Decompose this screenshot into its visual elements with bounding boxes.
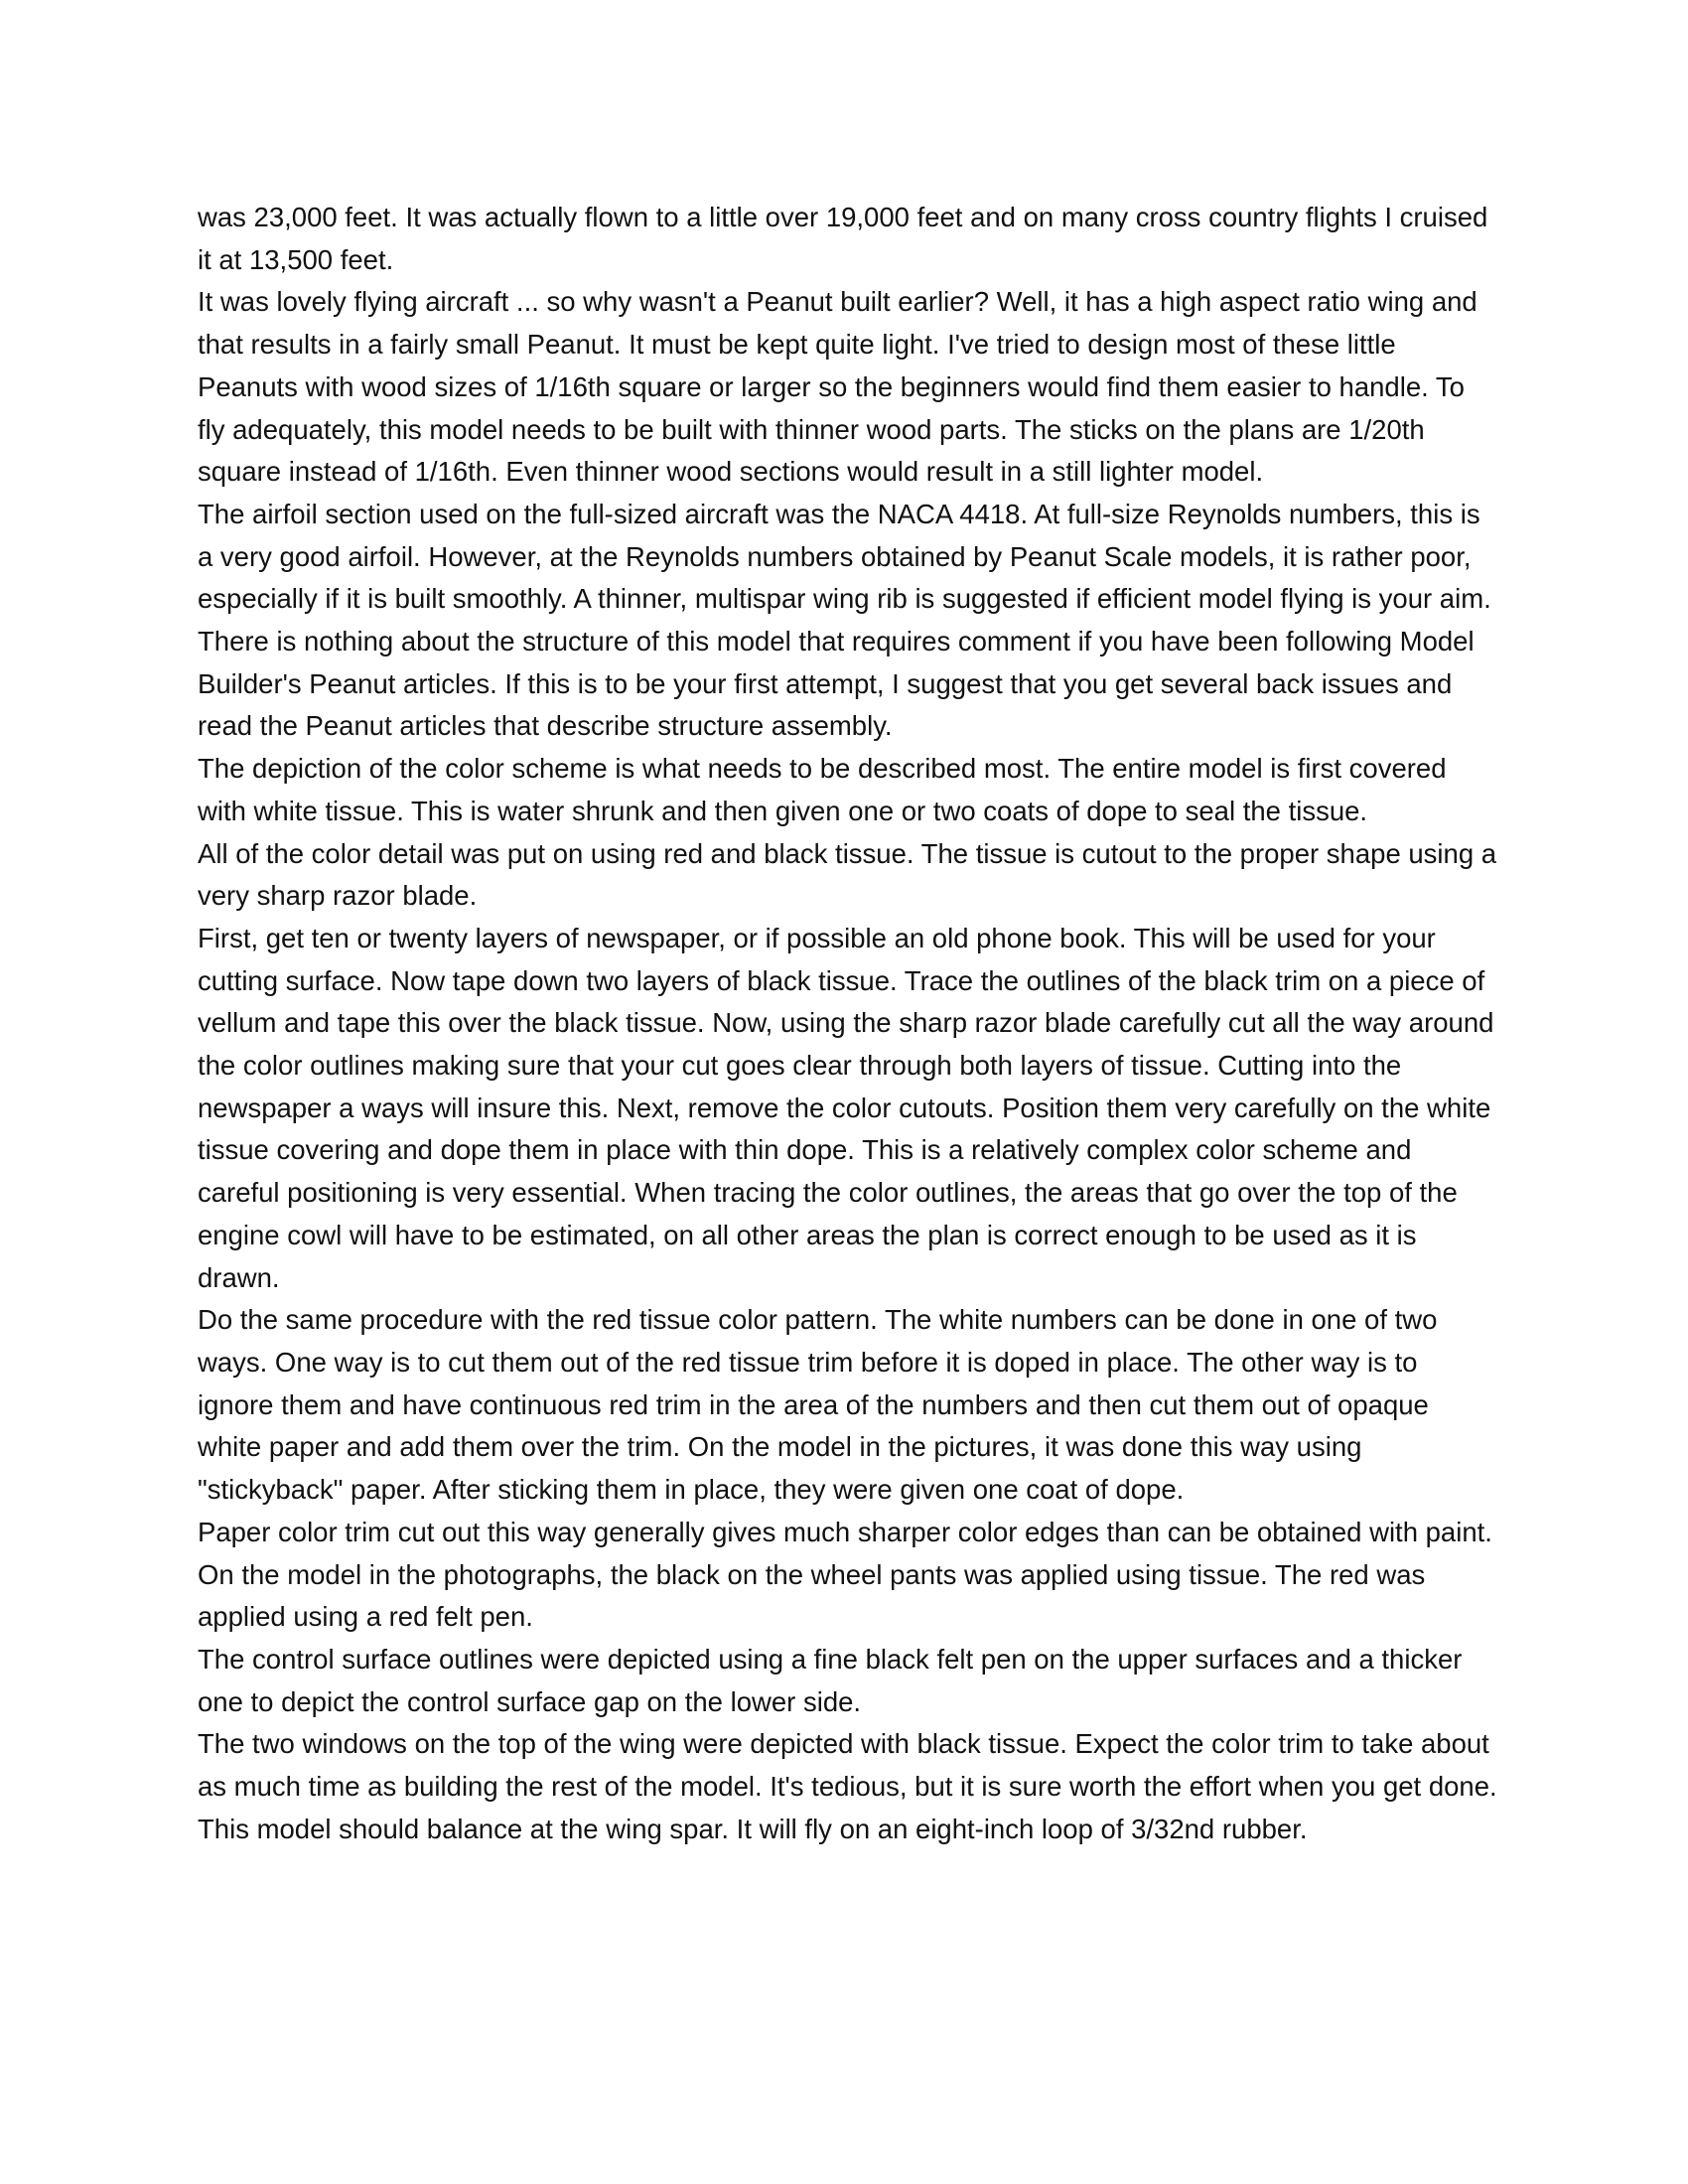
paragraph-windows: The two windows on the top of the wing were depicted with black tissue. Expect the color trim to take about as much time as building the rest of the model. It's tedious, but it is sure worth the effort when you get done.: [198, 1728, 1497, 1803]
paragraph-color-detail: All of the color detail was put on using red and black tissue. The tissue is cutout to the proper shape using a very sharp razor blade.: [198, 837, 1497, 912]
paragraph-red-tissue: Do the same procedure with the red tissue color pattern. The white numbers can be done in one of two ways. One way is to cut them out of the red tissue trim before it is doped in place. The other way is to ignore them and have continuous red trim in the area of the numbers and then cut them out of opaque white paper and add them over the trim. On the model in the pictures, it was done this way using "stickyback" paper. After sticking them in place, they were given one coat of dope.: [198, 1304, 1438, 1506]
paragraph-cutting-procedure: First, get ten or twenty layers of newspaper, or if possible an old phone book. This will be used for your cutting surface. Now tape down two layers of black tissue. Trace the outlines of the black trim on a piece of vellum and tape this over the black tissue. Now, using the sharp razor blade carefully cut all the way around the color outlines making sure that your cut goes clear through both layers of tissue. Cutting into the newspaper a ways will insure this. Next, remove the color cutouts. Position them very carefully on the white tissue covering and dope them in place with thin dope. This is a relatively complex color scheme and careful positioning is very essential. When tracing the color outlines, the areas that go over the top of the engine cowl will have to be estimated, on all other areas the plan is correct enough to be used as it is drawn.: [198, 922, 1494, 1293]
paragraph-altitude: was 23,000 feet. It was actually flown to a little over 19,000 feet and on many cross country flights I cruised it at 13,500 feet.: [198, 202, 1488, 275]
paragraph-control-surfaces: The control surface outlines were depicted using a fine black felt pen on the upper surfaces and a thicker one to depict the control surface gap on the lower side.: [198, 1643, 1463, 1717]
paragraph-color-scheme: The depiction of the color scheme is what needs to be described most. The entire model is first covered with white tissue. This is water shrunk and then given one or two coats of dope to seal the tissue.: [198, 753, 1447, 826]
paragraph-structure: There is nothing about the structure of this model that requires comment if you have been following Model Builder's Peanut articles. If this is to be your first attempt, I suggest that you get several back issues and read the Peanut articles that describe structure assembly.: [198, 626, 1475, 742]
paragraph-balance: This model should balance at the wing spar. It will fly on an eight-inch loop of 3/32nd rubber.: [198, 1813, 1308, 1844]
paragraph-paper-trim: Paper color trim cut out this way generally gives much sharper color edges than can be obtained with paint. On the model in the photographs, the black on the wheel pants was applied using tissue. The red was applied using a red felt pen.: [198, 1516, 1492, 1633]
paragraph-airfoil: The airfoil section used on the full-sized aircraft was the NACA 4418. At full-size Reynolds numbers, this is a very good airfoil. However, at the Reynolds numbers obtained by Peanut Scale models, it is rather poor, especially if it is built smoothly. A thinner, multispar wing rib is suggested if efficient model flying is your aim.: [198, 498, 1491, 615]
article-body: [198, 197, 1498, 1850]
paragraph-peanut-design: It was lovely flying aircraft ... so why wasn't a Peanut built earlier? Well, it has a high aspect ratio wing and that results in a fairly small Peanut. It must be kept quite light. I've tried to design most of these little Peanuts with wood sizes of 1/16th square or larger so the beginners would find them easier to handle. To fly adequately, this model needs to be built with thinner wood parts. The sticks on the plans are 1/20th square instead of 1/16th. Even thinner wood sections would result in a still lighter model.: [198, 286, 1477, 488]
